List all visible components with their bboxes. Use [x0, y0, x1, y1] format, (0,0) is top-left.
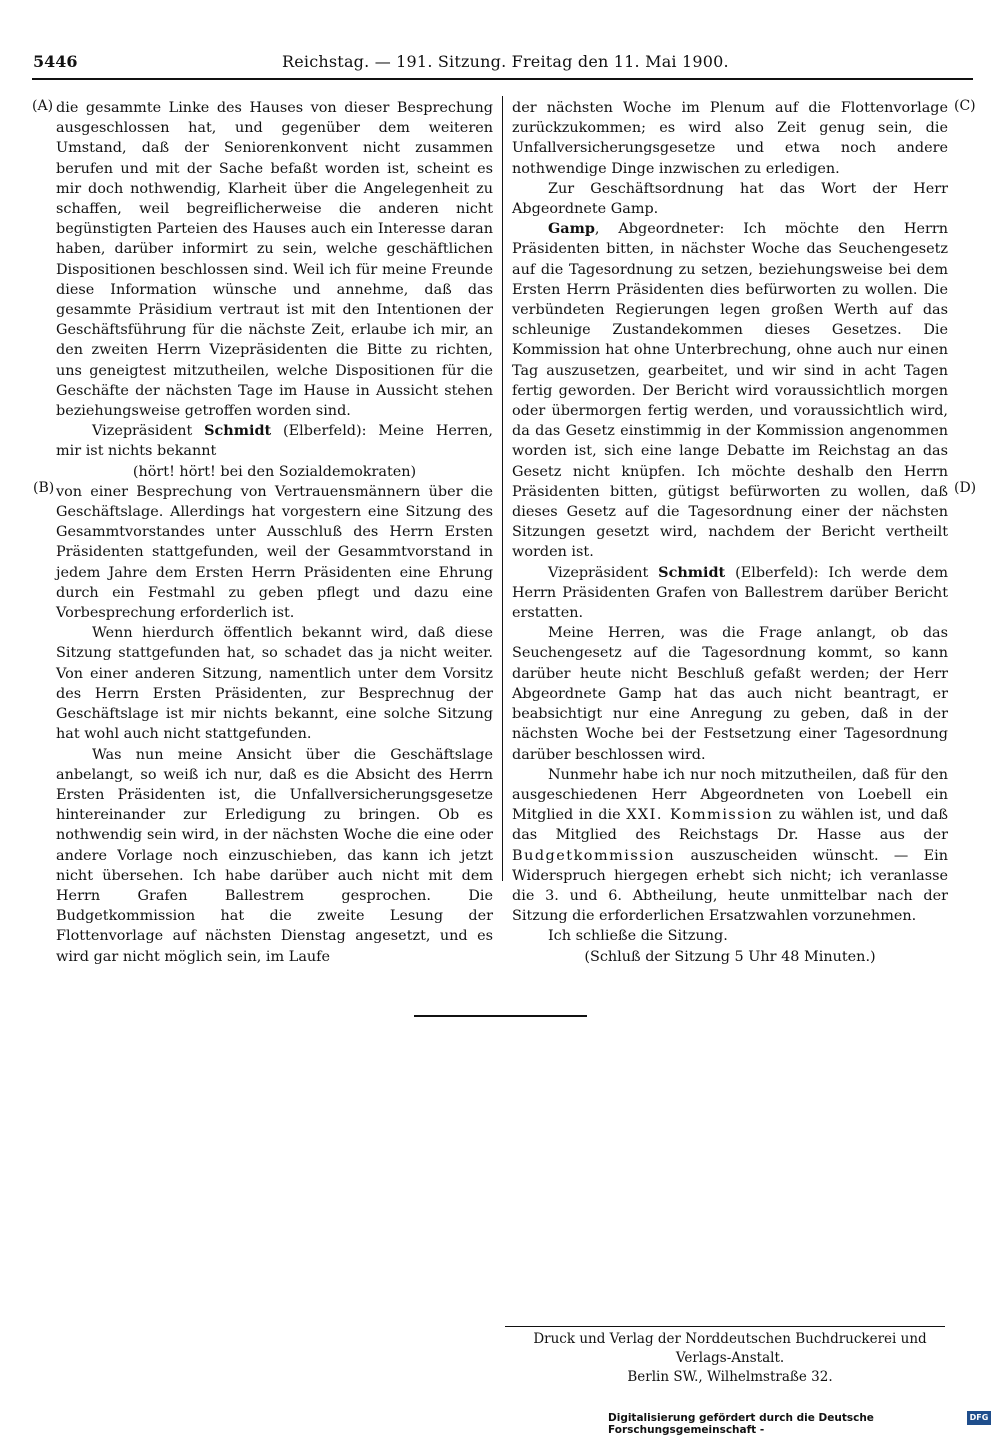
- speech-text: (Elberfeld): Meine Herren, mir ist nichts bekannt: [56, 423, 494, 460]
- text-run: Nunmehr habe ich nur noch mitzutheilen, daß für den ausgeschiedenen Herr Abgeordneten von Loebell ein Mitglied in die: [512, 766, 948, 824]
- speaker-name: Schmidt: [658, 563, 726, 581]
- imprint: [505, 1330, 955, 1387]
- speaker-role: Vizepräsident: [92, 423, 193, 440]
- speaker-paragraph: [56, 421, 493, 461]
- running-head: Reichstag. — 191. Sitzung. Freitag den 11. Mai 1900.: [282, 52, 729, 71]
- speaker-paragraph: [512, 219, 948, 562]
- speech-text: , Abgeordneter: Ich möchte den Herrn Präsidenten bitten, in nächster Woche das Seuchengesetz auf die Tagesordnung zu setzen, beziehungsweise bei dem Ersten Herrn Präsidenten dies befürworten zu wollen. Die verbündeten Regierungen legen großen Werth auf das schleunige Zustandekommen dieses Gesetzes. Die Kommission hat ohne Unterbrechung, ohne auch nur einen Tag auszusetzen, gearbeitet, und wir sind in acht Tagen fertig geworden. Der Bericht wird voraussichtlich morgen oder übermorgen fertig werden, und voraussichtlich wird, da das Gesetz einstimmig in der Kommission angenommen worden ist, sich eine lange Debatte im Reichstag an das Gesetz nicht knüpfen. Ich möchte deshalb den Herrn Präsidenten bitten, gütigst befürworten zu wollen, daß dieses Gesetz auf die Tagesordnung einer der nächsten Sitzungen gesetzt wird, nachdem der Bericht vertheilt worden ist.: [512, 221, 948, 561]
- commission-name: Budgetkommission: [512, 847, 676, 864]
- speaker-paragraph: [512, 563, 948, 624]
- margin-marker-c: (C): [954, 98, 976, 114]
- margin-marker-b: (B): [33, 480, 55, 496]
- speaker-name: Schmidt: [204, 422, 272, 440]
- imprint-line: Druck und Verlag der Norddeutschen Buchdruckerei und Verlags-Anstalt.: [533, 1331, 927, 1366]
- paragraph: Wenn hierdurch öffentlich bekannt wird, daß diese Sitzung stattgefunden hat, so schadet das ja nicht weiter. Von einer anderen Sitzung, namentlich unter dem Vorsitz des Herrn Ersten Präsidenten, zur Besprechnug der Geschäftslage ist mir nichts bekannt, eine solche Sitzung hat wohl auch nicht stattgefunden.: [56, 625, 493, 743]
- commission-name: XXI. Kommission: [626, 807, 774, 824]
- paragraph: von einer Besprechung von Vertrauensmännern über die Geschäftslage. Allerdings hat vorgestern eine Sitzung des Gesammtvorstandes unter Ausschluß des Herrn Ersten Präsidenten stattgefunden, weil der Gesammtvorstand in jedem Jahre dem Ersten Herrn Präsidenten eine Ehrung durch ein Festmahl zu geben pflegt und dazu eine Vorbesprechung erforderlich ist.: [56, 483, 493, 622]
- paragraph: der nächsten Woche im Plenum auf die Flottenvorlage zurückzukommen; es wird also Zeit genug sein, die Unfallversicherungsgesetze und etwa noch andere nothwendige Dinge inzwischen zu erledigen.: [512, 100, 948, 177]
- speaker-role: Vizepräsident: [548, 564, 649, 581]
- speech-text: (Elberfeld): Ich werde dem Herrn Präsidenten Grafen von Ballestrem darüber Bericht erstatten.: [512, 564, 949, 622]
- speaker-name: Gamp: [548, 220, 595, 238]
- margin-marker-a: (A): [32, 98, 54, 114]
- paragraph: [512, 765, 948, 927]
- page-number: 5446: [33, 52, 78, 71]
- imprint-line: Berlin SW., Wilhelmstraße 32.: [627, 1369, 833, 1385]
- session-close-note: (Schluß der Sitzung 5 Uhr 48 Minuten.): [584, 948, 876, 965]
- digitization-credit: Digitalisierung gefördert durch die Deutsche Forschungsgemeinschaft -: [608, 1412, 874, 1436]
- right-column: [512, 98, 948, 967]
- end-separator-rule: [414, 1015, 587, 1017]
- paragraph: Zur Geschäftsordnung hat das Wort der Herr Abgeordnete Gamp.: [512, 180, 948, 218]
- paragraph: die gesammte Linke des Hauses von dieser Besprechung ausgeschlossen hat, und gegenüber dem weiteren Umstand, daß der Seniorenkonvent nicht zusammen berufen und mit der Sache befaßt worden ist, scheint es mir doch nothwendig, Klarheit über die Angelegenheit zu schaffen, weil begreiflicherweise die anderen nicht begünstigten Parteien des Hauses auch ein Interesse daran haben, darüber informirt zu sein, welche geschäftlichen Dispositionen beschlossen sind. Weil ich für meine Freunde diese Information wünsche und annehme, daß das gesammte Präsidium vertraut ist mit den Intentionen der Geschäftsführung für die nächste Zeit, erlaube ich mir, an den zweiten Herrn Vizepräsidenten die Bitte zu richten, uns geneigtest mitzutheilen, welche Dispositionen für die Geschäfte der nächsten Tage im Hause in Aussicht stehen beziehungsweise getroffen worden sind.: [56, 100, 493, 420]
- header-rule: [32, 78, 973, 80]
- paragraph: Meine Herren, was die Frage anlangt, ob das Seuchengesetz auf die Tagesordnung kommt, so kann darüber heute nicht Beschluß gefaßt werden; der Herr Abgeordnete Gamp hat das auch nicht beantragt, er beabsichtigt nur eine Anregung zu geben, daß in der nächsten Woche bei der Festsetzung einer Tagesordnung darüber beschlossen wird.: [512, 625, 948, 763]
- imprint-rule: [505, 1326, 945, 1327]
- margin-marker-d: (D): [954, 480, 977, 496]
- paragraph: Ich schließe die Sitzung.: [548, 928, 728, 945]
- paragraph: Was nun meine Ansicht über die Geschäftslage anbelangt, so weiß ich nur, daß es die Absicht des Herrn Ersten Präsidenten ist, die Unfallversicherungsgesetze hintereinander zur Erledigung zu bringen. Ob es nothwendig sein wird, in der nächsten Woche die eine oder andere Vorlage noch einzuschieben, das kann ich jetzt nicht übersehen. Ich habe darüber auch nicht mit dem Herrn Grafen Ballestrem gesprochen. Die Budgetkommission hat die zweite Lesung der Flottenvorlage auf nächsten Dienstag angesetzt, und es wird gar nicht möglich sein, im Laufe: [56, 746, 493, 965]
- column-divider: [502, 96, 503, 881]
- left-column: [56, 98, 493, 967]
- text-run: zu wählen ist, und daß das Mitglied des Reichstags Dr. Hasse aus der: [512, 807, 948, 844]
- interjection: (hört! hört! bei den Sozialdemokraten): [132, 463, 417, 480]
- text-run: auszuscheiden wünscht. — Ein Widerspruch hiergegen erhebt sich nicht; ich veranlasse die 3. und 6. Abtheilung, heute unmittelbar nach der Sitzung die erforderlichen Ersatzwahlen vorzunehmen.: [512, 847, 948, 925]
- dfg-logo-icon: DFG: [967, 1411, 991, 1425]
